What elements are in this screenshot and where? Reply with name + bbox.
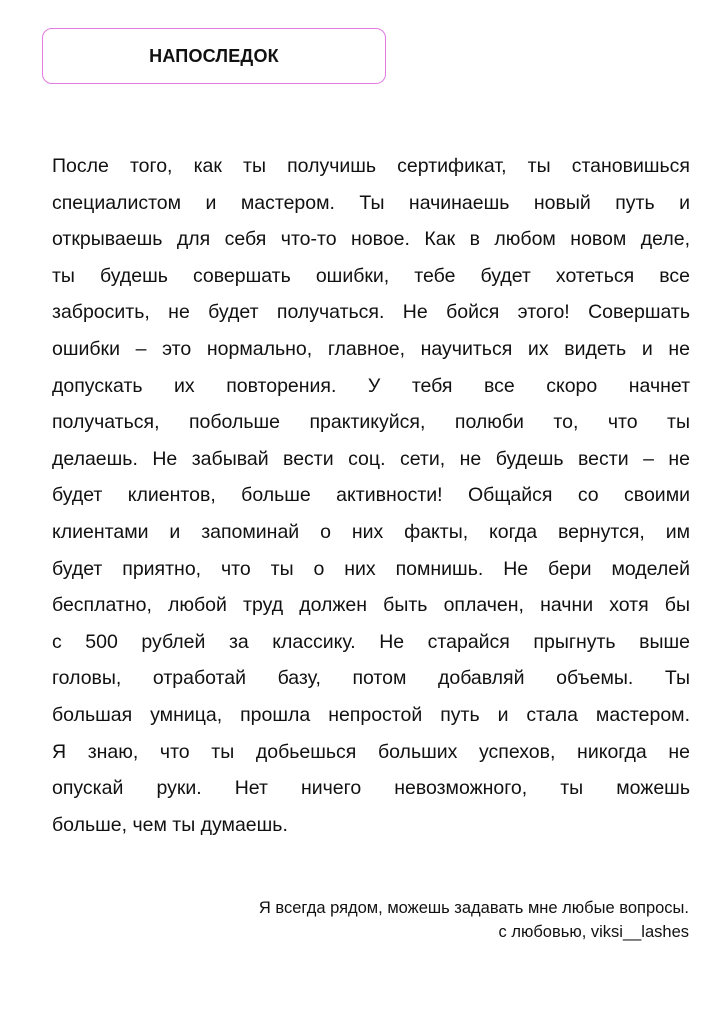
paragraph-line: бесплатно, любой труд должен быть оплачен, начни хотя бы — [52, 594, 690, 617]
paragraph-line: специалистом и мастером. Ты начинаешь новый путь и — [52, 191, 690, 214]
paragraph-line: Я знаю, что ты добьешься больших успехов, никогда не — [52, 740, 690, 763]
paragraph-line: опускай руки. Нет ничего невозможного, ты можешь — [52, 777, 690, 800]
paragraph-line: забросить, не будет получаться. Не бойся этого! Совершать — [52, 301, 690, 324]
paragraph-line: клиентами и запоминай о них факты, когда вернутся, им — [52, 520, 690, 543]
paragraph-line: с 500 рублей за классику. Не старайся прыгнуть выше — [52, 630, 690, 653]
paragraph-line: делаешь. Не забывай вести соц. сети, не будешь вести – не — [52, 447, 690, 470]
main-paragraph — [52, 148, 690, 843]
paragraph-line: будет клиентов, больше активности! Общайся со своими — [52, 484, 690, 507]
title-box — [42, 28, 386, 84]
paragraph-line: больше, чем ты думаешь. — [52, 813, 288, 836]
paragraph-line: головы, отработай базу, потом добавляй объемы. Ты — [52, 667, 690, 690]
signature — [259, 896, 689, 944]
paragraph-line: ошибки – это нормально, главное, научиться их видеть и не — [52, 337, 690, 360]
signature-line-1: Я всегда рядом, можешь задавать мне любые вопросы. — [258, 899, 689, 917]
paragraph-line: ты будешь совершать ошибки, тебе будет хотеться все — [52, 264, 690, 287]
signature-line-2: с любовью, viksi__lashes — [498, 923, 689, 941]
paragraph-line: допускать их повторения. У тебя все скоро начнет — [52, 374, 690, 397]
paragraph-line: будет приятно, что ты о них помнишь. Не бери моделей — [52, 557, 690, 580]
page-title: НАПОСЛЕДОК — [149, 45, 279, 66]
paragraph-line: открываешь для себя что-то новое. Как в любом новом деле, — [52, 228, 690, 251]
paragraph-line: большая умница, прошла непростой путь и стала мастером. — [52, 703, 690, 726]
paragraph-line: После того, как ты получишь сертификат, ты становишься — [52, 155, 690, 177]
paragraph-line: получаться, побольше практикуйся, полюби то, что ты — [52, 411, 690, 434]
